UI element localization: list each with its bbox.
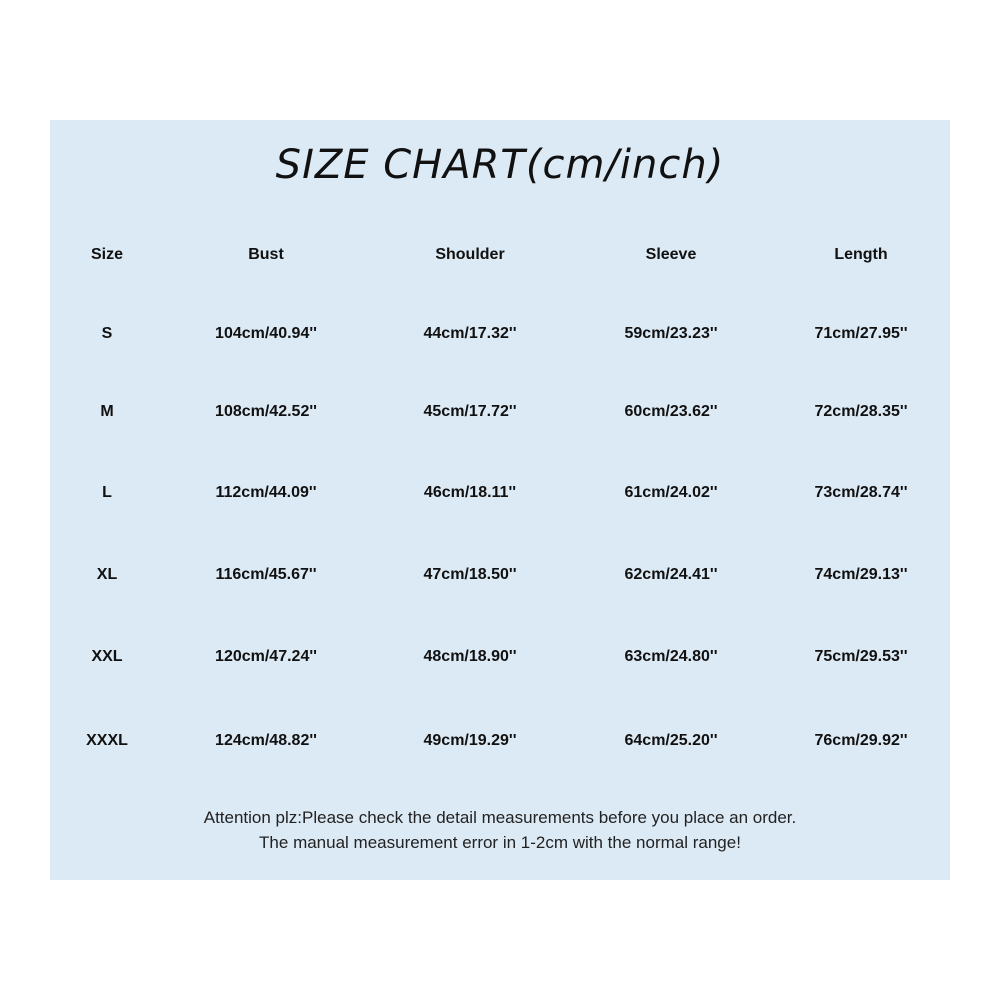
table-cell-bust: 104cm/40.94'' bbox=[215, 325, 317, 342]
table-cell-size: S bbox=[101, 325, 113, 342]
table-cell-length: 72cm/28.35'' bbox=[814, 403, 908, 420]
shoulder-header: Shoulder bbox=[435, 246, 505, 263]
attention-note: Attention plz:Please check the detail measurements before you place an order. bbox=[203, 808, 797, 827]
table-cell-shoulder: 44cm/17.32'' bbox=[423, 325, 517, 342]
table-cell-shoulder: 46cm/18.11'' bbox=[423, 484, 517, 501]
table-cell-sleeve: 63cm/24.80'' bbox=[624, 648, 718, 665]
size-chart-panel bbox=[50, 120, 950, 880]
table-cell-shoulder: 45cm/17.72'' bbox=[423, 403, 517, 420]
sleeve-header: Sleeve bbox=[645, 246, 697, 263]
table-cell-length: 74cm/29.13'' bbox=[814, 566, 908, 583]
table-cell-sleeve: 59cm/23.23'' bbox=[624, 325, 718, 342]
table-cell-sleeve: 62cm/24.41'' bbox=[624, 566, 718, 583]
size-chart-title: SIZE CHART(cm/inch) bbox=[275, 142, 725, 188]
measurement-error-note: The manual measurement error in 1-2cm with the normal range! bbox=[259, 833, 741, 852]
table-cell-bust: 120cm/47.24'' bbox=[215, 648, 317, 665]
table-cell-sleeve: 60cm/23.62'' bbox=[624, 403, 718, 420]
size-header: Size bbox=[90, 246, 124, 263]
table-cell-shoulder: 49cm/19.29'' bbox=[423, 732, 517, 749]
table-cell-size: XL bbox=[96, 566, 118, 583]
table-cell-sleeve: 64cm/25.20'' bbox=[624, 732, 718, 749]
table-cell-bust: 116cm/45.67'' bbox=[215, 566, 317, 583]
table-cell-length: 71cm/27.95'' bbox=[814, 325, 908, 342]
table-cell-size: L bbox=[102, 484, 112, 501]
table-cell-shoulder: 47cm/18.50'' bbox=[423, 566, 517, 583]
table-cell-length: 75cm/29.53'' bbox=[814, 648, 908, 665]
table-cell-length: 76cm/29.92'' bbox=[814, 732, 908, 749]
table-cell-shoulder: 48cm/18.90'' bbox=[423, 648, 517, 665]
length-header: Length bbox=[834, 246, 888, 263]
table-cell-sleeve: 61cm/24.02'' bbox=[624, 484, 718, 501]
table-cell-bust: 124cm/48.82'' bbox=[215, 732, 317, 749]
bust-header: Bust bbox=[248, 246, 284, 263]
table-cell-length: 73cm/28.74'' bbox=[814, 484, 908, 501]
table-cell-bust: 112cm/44.09'' bbox=[215, 484, 317, 501]
table-cell-size: M bbox=[100, 403, 114, 420]
table-cell-size: XXL bbox=[91, 648, 123, 665]
table-cell-size: XXXL bbox=[86, 732, 128, 749]
table-cell-bust: 108cm/42.52'' bbox=[215, 403, 317, 420]
